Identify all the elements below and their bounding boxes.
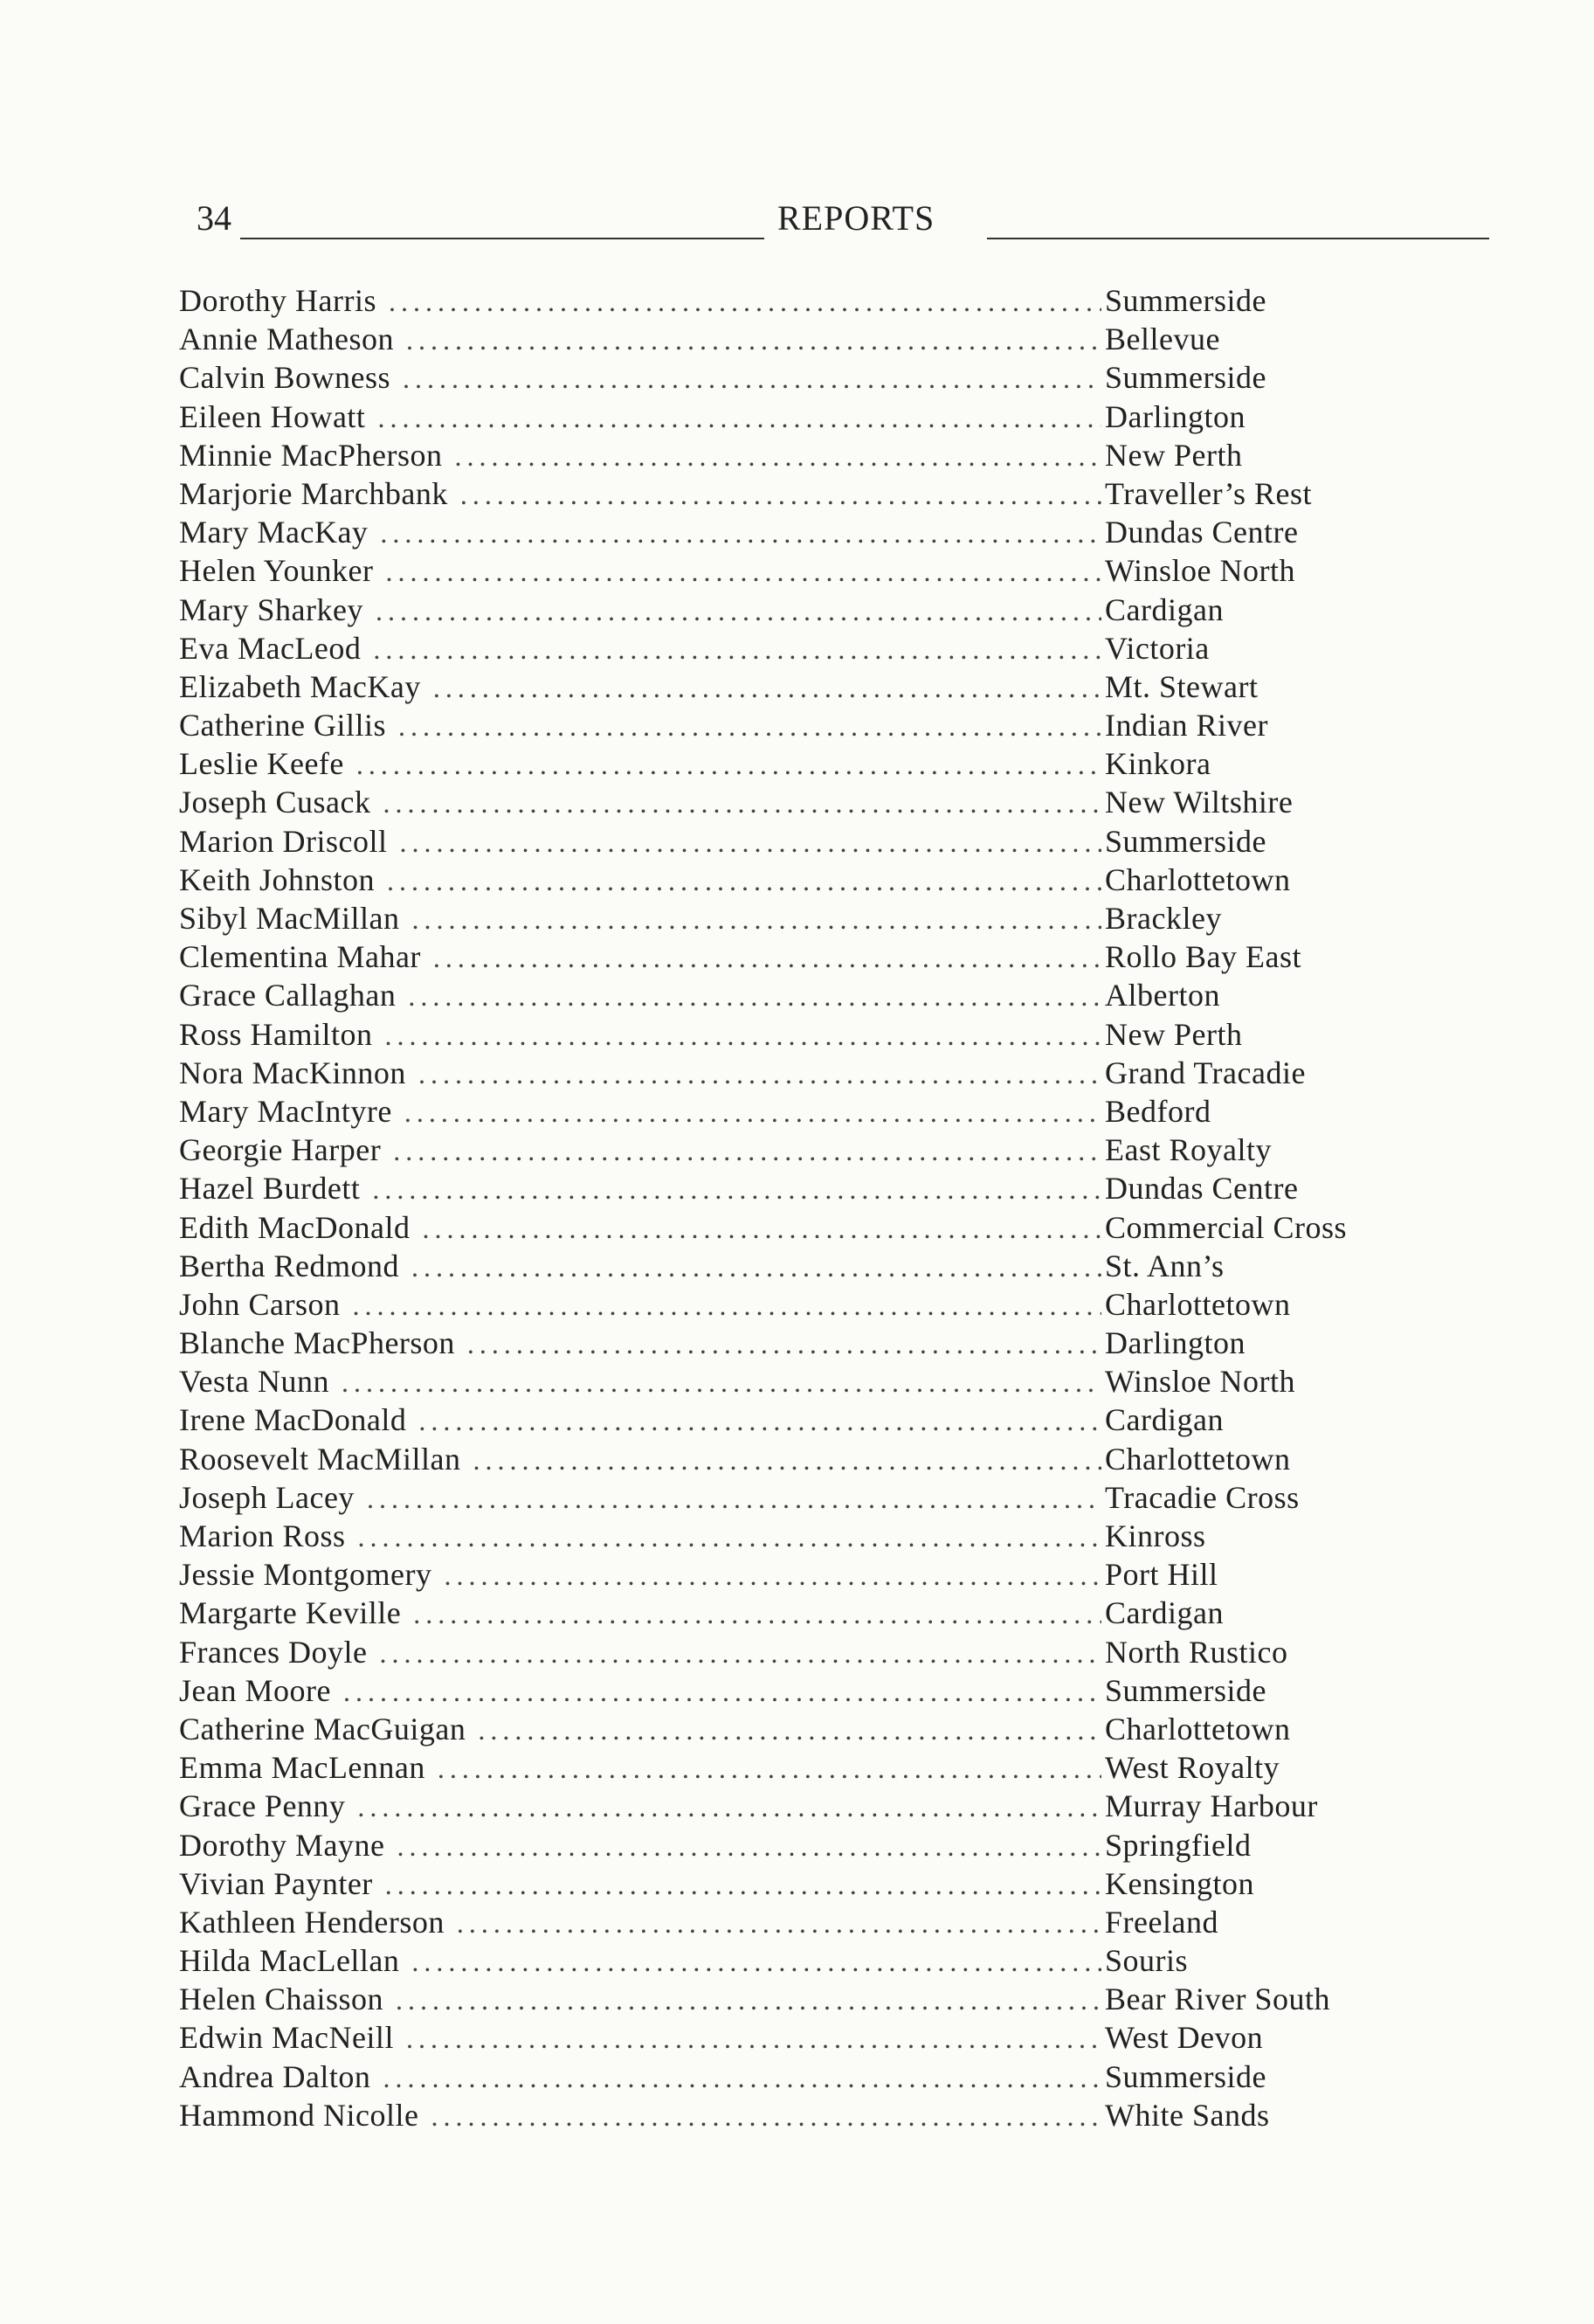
entry-place: Winsloe North <box>1105 553 1296 589</box>
dot-leader <box>367 1479 1101 1518</box>
entry-place: Rollo Bay East <box>1105 939 1301 975</box>
entry-name: Jessie Montgomery <box>179 1557 432 1593</box>
dot-leader <box>399 823 1101 861</box>
entry-name: Georgie Harper <box>179 1132 382 1168</box>
entry-name: Grace Penny <box>179 1788 346 1824</box>
entry-place: Summerside <box>1105 2058 1266 2094</box>
dot-leader <box>343 1672 1101 1711</box>
entry-name: Catherine Gillis <box>179 708 386 744</box>
entry-place: Dundas Centre <box>1105 1171 1299 1207</box>
entry-name: Mary Sharkey <box>179 591 363 627</box>
list-item <box>179 1555 1454 1594</box>
list-item <box>179 1903 1454 1941</box>
entry-name: Hammond Nicolle <box>179 2097 419 2133</box>
dot-leader <box>408 977 1101 1015</box>
entry-place: Springfield <box>1105 1827 1252 1863</box>
dot-leader <box>385 552 1101 591</box>
entry-place: Charlottetown <box>1105 1441 1291 1477</box>
list-item <box>179 1671 1454 1710</box>
entry-name: Vivian Paynter <box>179 1865 373 1901</box>
entry-name: John Carson <box>179 1286 341 1322</box>
entry-name: Grace Callaghan <box>179 978 397 1013</box>
entry-place: Kensington <box>1105 1865 1254 1901</box>
entry-place: Alberton <box>1105 978 1220 1013</box>
entry-name: Keith Johnston <box>179 861 376 897</box>
entry-name: Annie Matheson <box>179 322 394 357</box>
entry-name: Irene MacDonald <box>179 1402 407 1438</box>
list-item <box>179 1247 1454 1285</box>
entry-name: Minnie MacPherson <box>179 437 443 473</box>
entry-name: Helen Chaisson <box>179 1982 383 2017</box>
entry-name: Andrea Dalton <box>179 2058 371 2094</box>
list-item <box>179 744 1454 783</box>
entry-place: Kinkora <box>1105 746 1211 782</box>
entry-name: Dorothy Harris <box>179 283 376 318</box>
entry-place: Darlington <box>1105 1325 1246 1361</box>
entry-place: Cardigan <box>1105 1595 1224 1631</box>
entry-place: Darlington <box>1105 398 1246 434</box>
dot-leader <box>438 1749 1101 1788</box>
dot-leader <box>357 1788 1101 1826</box>
list-item <box>179 1324 1454 1362</box>
list-item <box>179 1826 1454 1864</box>
entry-name: Eileen Howatt <box>179 398 366 434</box>
list-item <box>179 1015 1454 1054</box>
entry-place: Brackley <box>1105 901 1222 936</box>
list-item <box>179 398 1454 436</box>
header-rule-left <box>240 238 764 239</box>
dot-leader <box>418 1401 1101 1440</box>
entry-name: Vesta Nunn <box>179 1364 329 1400</box>
entry-name: Clementina Mahar <box>179 939 421 975</box>
entry-name: Ross Hamilton <box>179 1016 373 1052</box>
entry-place: New Perth <box>1105 437 1243 473</box>
dot-leader <box>372 1170 1101 1208</box>
dot-leader <box>478 1711 1101 1749</box>
list-item <box>179 1941 1454 1980</box>
entry-name: Joseph Cusack <box>179 785 371 820</box>
entry-place: Bellevue <box>1105 322 1220 357</box>
list-item <box>179 1710 1454 1748</box>
dot-leader <box>454 437 1101 475</box>
dot-leader <box>460 475 1101 514</box>
dot-leader <box>412 900 1102 938</box>
list-item <box>179 551 1454 590</box>
dot-leader <box>431 2097 1101 2135</box>
dot-leader <box>379 1634 1101 1672</box>
list-item <box>179 1594 1454 1632</box>
entry-name: Bertha Redmond <box>179 1248 399 1283</box>
entry-place: White Sands <box>1105 2097 1270 2133</box>
dot-leader <box>413 1594 1101 1633</box>
entry-name: Elizabeth MacKay <box>179 668 421 704</box>
list-item <box>179 1401 1454 1439</box>
entry-place: St. Ann’s <box>1105 1248 1225 1283</box>
entry-name: Emma MacLennan <box>179 1750 425 1786</box>
list-item <box>179 513 1454 551</box>
dot-leader <box>422 1209 1101 1248</box>
entry-place: West Devon <box>1105 2020 1264 2056</box>
entry-name: Hilda MacLellan <box>179 1943 400 1979</box>
entry-name: Kathleen Henderson <box>179 1904 445 1940</box>
entry-place: Freeland <box>1105 1904 1218 1940</box>
entry-name: Roosevelt MacMillan <box>179 1441 461 1477</box>
entry-place: West Royalty <box>1105 1750 1280 1786</box>
entry-place: Charlottetown <box>1105 861 1291 897</box>
list-item <box>179 1131 1454 1169</box>
list-item <box>179 822 1454 861</box>
list-item <box>179 1864 1454 1903</box>
entry-name: Leslie Keefe <box>179 746 344 782</box>
list-item <box>179 976 1454 1014</box>
list-item <box>179 1748 1454 1787</box>
entry-place: East Royalty <box>1105 1132 1272 1168</box>
dot-leader <box>380 514 1101 552</box>
dot-leader <box>342 1363 1101 1401</box>
dot-leader <box>373 630 1101 668</box>
list-item <box>179 2096 1454 2134</box>
running-head: REPORTS <box>777 198 935 238</box>
entry-place: New Perth <box>1105 1016 1243 1052</box>
dot-leader <box>396 1981 1101 2019</box>
dot-leader <box>385 1016 1101 1055</box>
list-item <box>179 1517 1454 1555</box>
list-item <box>179 436 1454 474</box>
dot-leader <box>383 784 1101 822</box>
list-item <box>179 937 1454 976</box>
list-item <box>179 1787 1454 1825</box>
list-item <box>179 2018 1454 2057</box>
entry-place: Charlottetown <box>1105 1286 1291 1322</box>
entry-name: Catherine MacGuigan <box>179 1711 466 1746</box>
entry-place: Commercial Cross <box>1105 1209 1347 1245</box>
header-rule-right <box>987 238 1489 239</box>
list-item <box>179 1980 1454 2018</box>
dot-leader <box>444 1556 1101 1594</box>
entry-name: Marjorie Marchbank <box>179 475 448 511</box>
entry-place: Victoria <box>1105 630 1210 666</box>
page-header <box>197 192 1489 245</box>
entry-place: Mt. Stewart <box>1105 668 1259 704</box>
entry-name: Marion Driscoll <box>179 823 388 859</box>
list-item <box>179 1169 1454 1207</box>
entry-place: Bear River South <box>1105 1982 1330 2017</box>
entry-name: Blanche MacPherson <box>179 1325 455 1361</box>
entry-place: Summerside <box>1105 823 1266 859</box>
entry-name: Marion Ross <box>179 1518 346 1553</box>
dot-leader <box>404 1093 1101 1131</box>
dot-leader <box>433 938 1101 977</box>
entry-name: Edwin MacNeill <box>179 2020 394 2056</box>
list-item <box>179 1092 1454 1131</box>
dot-leader <box>385 1865 1101 1904</box>
dot-leader <box>403 359 1101 398</box>
list-item <box>179 861 1454 899</box>
list-item <box>179 1633 1454 1671</box>
entry-name: Nora MacKinnon <box>179 1055 406 1090</box>
list-item <box>179 1285 1454 1324</box>
list-item <box>179 474 1454 513</box>
list-item <box>179 281 1454 320</box>
dot-leader <box>393 1131 1101 1170</box>
dot-leader <box>377 398 1101 437</box>
entry-place: Dundas Centre <box>1105 515 1299 550</box>
dot-leader <box>433 668 1101 707</box>
entry-name: Helen Younker <box>179 553 374 589</box>
list-item <box>179 591 1454 629</box>
dot-leader <box>457 1904 1101 1942</box>
dot-leader <box>467 1325 1101 1363</box>
entry-place: Murray Harbour <box>1105 1788 1318 1824</box>
entry-name: Eva MacLeod <box>179 630 362 666</box>
dot-leader <box>383 2058 1101 2097</box>
entry-name: Joseph Lacey <box>179 1479 355 1515</box>
list-item <box>179 1440 1454 1478</box>
dot-leader <box>356 745 1101 784</box>
entry-place: Summerside <box>1105 283 1266 318</box>
entry-place: North Rustico <box>1105 1634 1288 1670</box>
entry-place: Port Hill <box>1105 1557 1218 1593</box>
dot-leader <box>389 282 1101 321</box>
entry-place: Indian River <box>1105 708 1268 744</box>
entry-name: Frances Doyle <box>179 1634 368 1670</box>
entry-place: Tracadie Cross <box>1105 1479 1300 1515</box>
entry-place: Grand Tracadie <box>1105 1055 1306 1090</box>
dot-leader <box>358 1518 1101 1556</box>
list-item <box>179 1478 1454 1517</box>
dot-leader <box>397 1827 1101 1865</box>
dot-leader <box>418 1055 1101 1093</box>
entry-place: Cardigan <box>1105 1402 1224 1438</box>
list-item <box>179 706 1454 744</box>
list-item <box>179 1054 1454 1092</box>
dot-leader <box>411 1248 1101 1286</box>
entry-place: Summerside <box>1105 1672 1266 1708</box>
entry-place: Traveller’s Rest <box>1105 475 1312 511</box>
dot-leader <box>411 1942 1101 1981</box>
entry-name: Mary MacKay <box>179 515 369 550</box>
list-item <box>179 629 1454 667</box>
list-item <box>179 358 1454 397</box>
entry-place: Cardigan <box>1105 591 1224 627</box>
dot-leader <box>353 1286 1102 1325</box>
entry-place: Winsloe North <box>1105 1364 1296 1400</box>
entry-place: New Wiltshire <box>1105 785 1294 820</box>
dot-leader <box>398 707 1101 745</box>
list-item <box>179 783 1454 821</box>
entry-name: Calvin Bowness <box>179 360 391 396</box>
entry-name: Jean Moore <box>179 1672 331 1708</box>
entry-place: Bedford <box>1105 1093 1211 1129</box>
dot-leader <box>406 321 1101 359</box>
entry-name: Margarte Keville <box>179 1595 402 1631</box>
dot-leader <box>473 1441 1101 1479</box>
list-item <box>179 2058 1454 2096</box>
dot-leader <box>387 861 1101 900</box>
name-place-list <box>179 281 1454 2134</box>
entry-place: Souris <box>1105 1943 1189 1979</box>
list-item <box>179 1208 1454 1247</box>
list-item <box>179 899 1454 937</box>
list-item <box>179 667 1454 706</box>
entry-name: Edith MacDonald <box>179 1209 411 1245</box>
entry-name: Dorothy Mayne <box>179 1827 385 1863</box>
dot-leader <box>406 2019 1101 2058</box>
dot-leader <box>376 591 1101 630</box>
list-item <box>179 320 1454 358</box>
entry-name: Hazel Burdett <box>179 1171 361 1207</box>
entry-name: Mary MacIntyre <box>179 1093 392 1129</box>
entry-place: Kinross <box>1105 1518 1206 1553</box>
entry-place: Charlottetown <box>1105 1711 1291 1746</box>
list-item <box>179 1362 1454 1401</box>
page-number: 34 <box>197 198 231 238</box>
entry-name: Sibyl MacMillan <box>179 901 400 936</box>
entry-place: Summerside <box>1105 360 1266 396</box>
